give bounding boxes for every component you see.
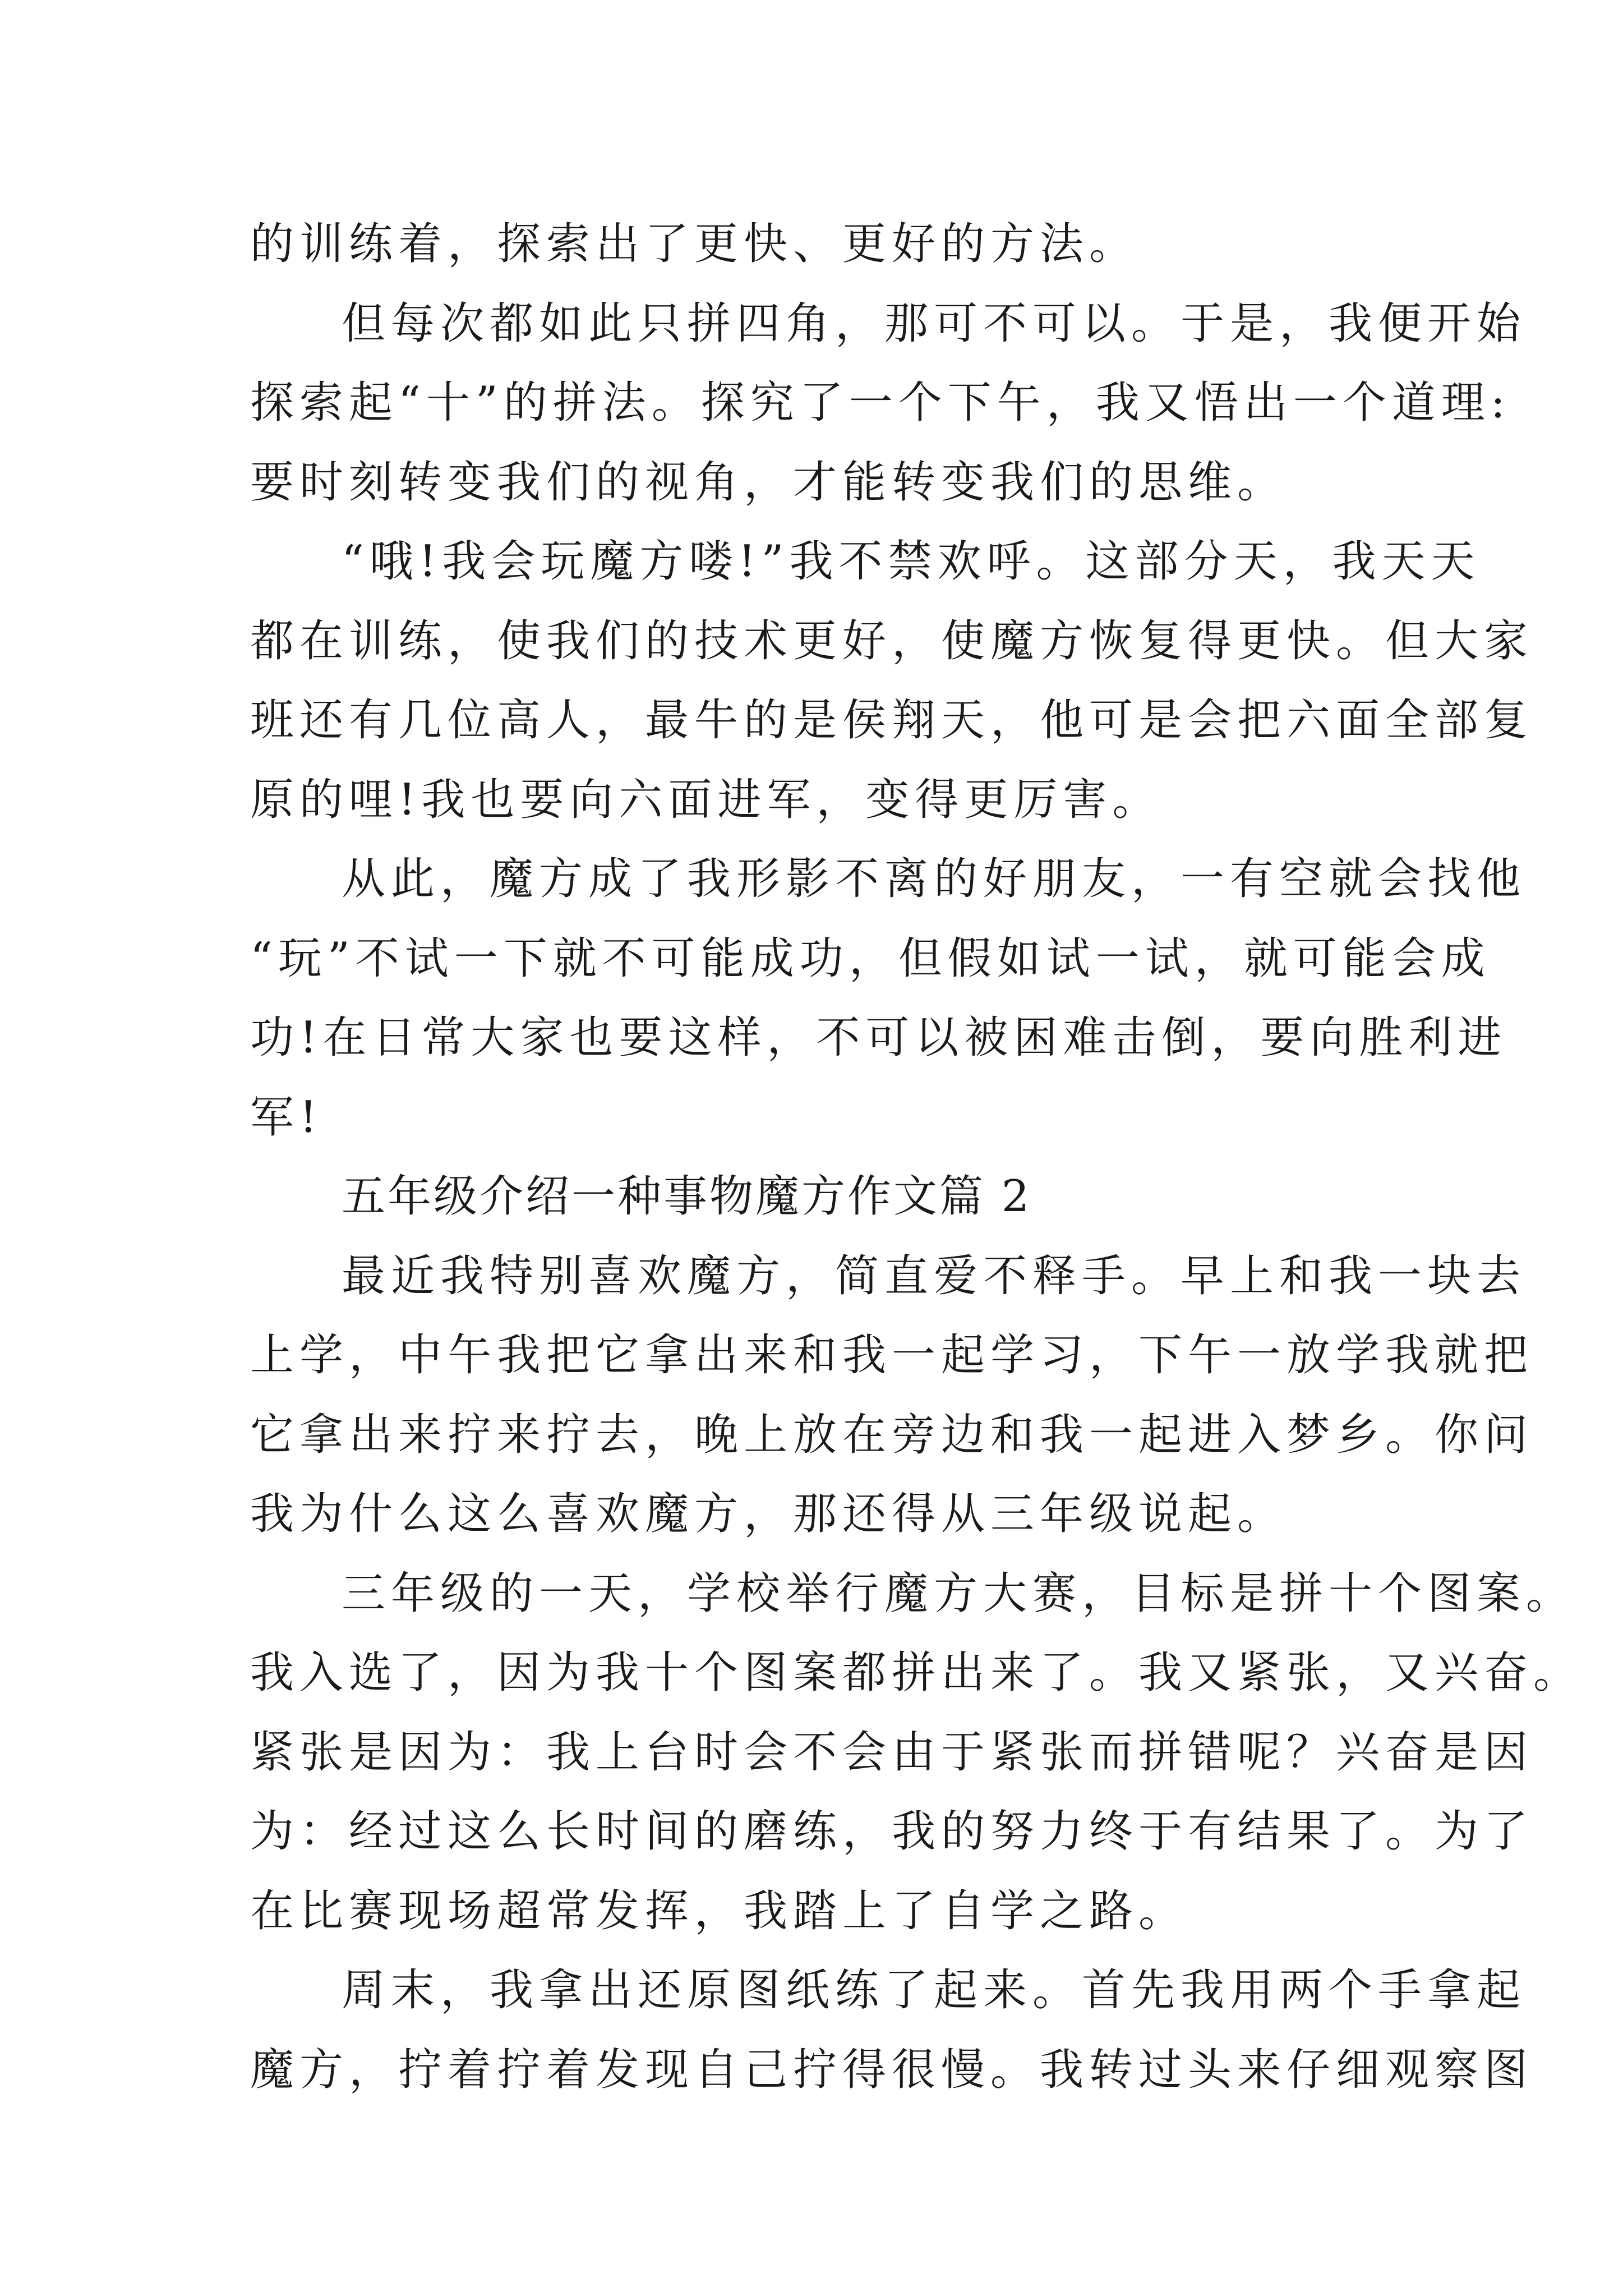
text-line: 我入选了，因为我十个图案都拼出来了。我又紧张，又兴奋。 [250, 1648, 1583, 1698]
body-text [250, 205, 1583, 2110]
text-line: 要时刻转变我们的视角，才能转变我们的思维。 [250, 457, 1287, 508]
text-line: 它拿出来拧来拧去，晚上放在旁边和我一起进入梦乡。你问 [250, 1409, 1534, 1460]
text-line: 原的哩!我也要向六面进军，变得更厉害。 [250, 774, 1162, 825]
text-line: 在比赛现场超常发挥，我踏上了自学之路。 [250, 1885, 1188, 1936]
section-heading: 五年级介绍一种事物魔方作文篇 2 [342, 1171, 1032, 1222]
text-line: 班还有几位高人，最牛的是侯翔天，他可是会把六面全部复 [250, 695, 1534, 746]
text-line: 我为什么这么喜欢魔方，那还得从三年级说起。 [250, 1489, 1287, 1539]
paragraph-start-line: 三年级的一天，学校举行魔方大赛，目标是拼十个图案。 [342, 1568, 1576, 1619]
text-line: 军! [250, 1092, 323, 1143]
text-line: 为：经过这么长时间的磨练，我的努力终于有结果了。为了 [250, 1806, 1534, 1857]
paragraph-start-line: “哦!我会玩魔方喽!”我不禁欢呼。这部分天，我天天 [342, 536, 1481, 587]
text-line: 上学，中午我把它拿出来和我一起学习，下午一放学我就把 [250, 1330, 1534, 1381]
text-line: 功!在日常大家也要这样，不可以被困难击倒，要向胜利进 [250, 1013, 1507, 1063]
text-line: 探索起“十”的拼法。探究了一个下午，我又悟出一个道理: [250, 378, 1511, 428]
text-line: 紧张是因为：我上台时会不会由于紧张而拼错呢？兴奋是因 [250, 1727, 1534, 1778]
paragraph-start-line: 从此，魔方成了我形影不离的好朋友，一有空就会找他 [342, 854, 1527, 904]
text-line: “玩”不试一下就不可能成功，但假如试一试，就可能会成 [250, 933, 1491, 984]
text-line: 的训练着，探索出了更快、更好的方法。 [250, 219, 1139, 269]
paragraph-start-line: 最近我特别喜欢魔方，简直爱不释手。早上和我一块去 [342, 1250, 1527, 1301]
text-line: 魔方，拧着拧着发现自己拧得很慢。我转过头来仔细观察图 [250, 2044, 1534, 2095]
paragraph-start-line: 周末，我拿出还原图纸练了起来。首先我用两个手拿起 [342, 1965, 1527, 2016]
paragraph-start-line: 但每次都如此只拼四角，那可不可以。于是，我便开始 [342, 298, 1527, 349]
text-line: 都在训练，使我们的技术更好，使魔方恢复得更快。但大家 [250, 615, 1534, 666]
